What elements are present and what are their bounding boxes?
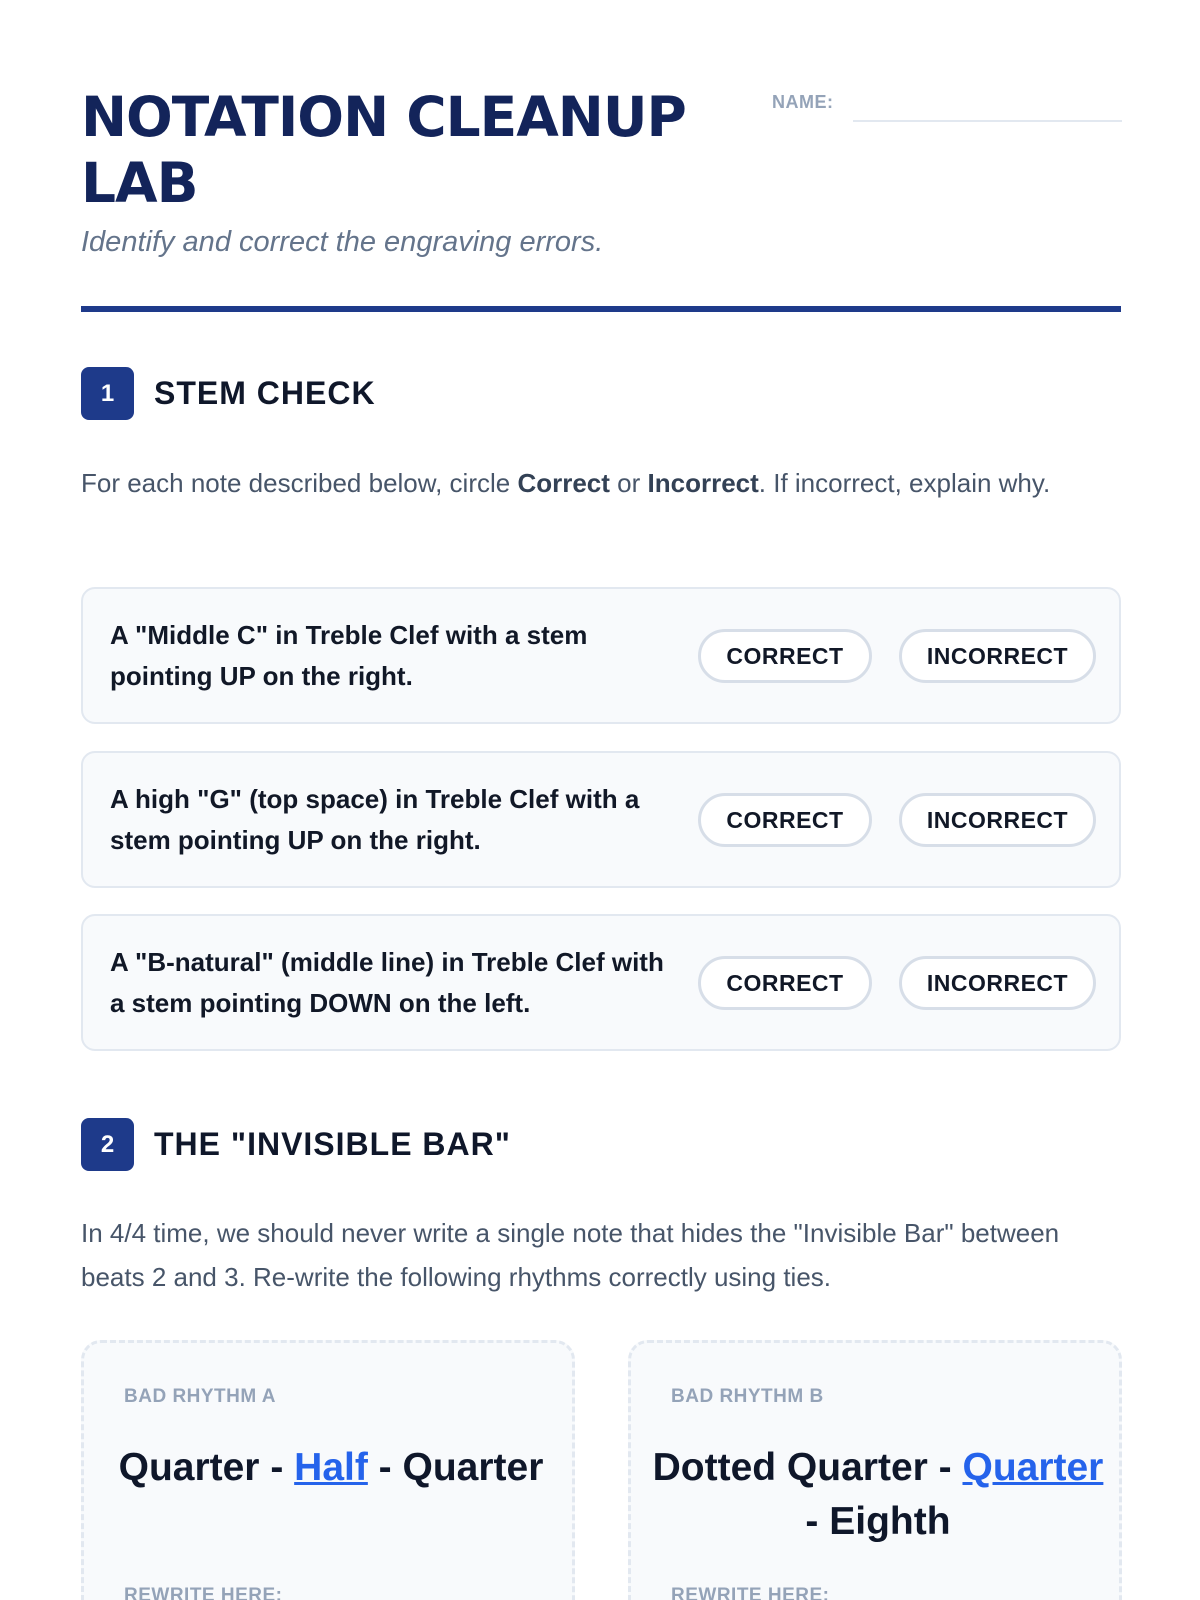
- rhythm-text: [104, 1441, 558, 1495]
- section-1-instructions: [81, 461, 1121, 505]
- instr-incorrect-word: Incorrect: [647, 468, 759, 498]
- question-text: A "Middle C" in Treble Clef with a stem pointing UP on the right.: [110, 620, 588, 691]
- rhythm-part: Dotted Quarter -: [652, 1446, 963, 1489]
- instr-text: or: [609, 468, 648, 498]
- rhythm-part: - Eighth: [805, 1500, 951, 1543]
- incorrect-button[interactable]: INCORRECT: [899, 629, 1096, 683]
- stem-question-1: [81, 587, 1121, 724]
- correct-button[interactable]: CORRECT: [698, 629, 872, 683]
- correct-button[interactable]: CORRECT: [698, 793, 872, 847]
- section-1-badge: 1: [81, 367, 134, 420]
- rewrite-label: REWRITE HERE:: [124, 1585, 283, 1600]
- instr-correct-word: Correct: [517, 468, 610, 498]
- instr-text: For each note described below, circle: [81, 468, 518, 498]
- rhythm-card-label: BAD RHYTHM B: [671, 1386, 824, 1407]
- rewrite-label: REWRITE HERE:: [671, 1585, 830, 1600]
- section-2-badge: 2: [81, 1118, 134, 1171]
- name-label: NAME:: [772, 92, 834, 112]
- rhythm-card-b: [628, 1340, 1122, 1600]
- incorrect-button[interactable]: INCORRECT: [899, 793, 1096, 847]
- stem-question-2: [81, 751, 1121, 888]
- section-1-title: STEM CHECK: [154, 375, 376, 411]
- rhythm-text: [651, 1441, 1105, 1549]
- section-2-title: THE "INVISIBLE BAR": [154, 1126, 511, 1162]
- section-2-instructions: In 4/4 time, we should never write a single note that hides the "Invisible Bar" between beats 2 and 3. Re-write the following rhythms correctly using ties.: [81, 1218, 1060, 1292]
- page-subtitle: Identify and correct the engraving errors.: [81, 226, 604, 258]
- incorrect-button[interactable]: INCORRECT: [899, 956, 1096, 1010]
- page-title: NOTATION CLEANUP LAB: [81, 85, 686, 215]
- header-divider: [81, 306, 1121, 312]
- rhythm-card-a: [81, 1340, 575, 1600]
- rhythm-part: Quarter -: [118, 1446, 295, 1489]
- question-text: A high "G" (top space) in Treble Clef with a stem pointing UP on the right.: [110, 784, 640, 855]
- correct-button[interactable]: CORRECT: [698, 956, 872, 1010]
- rhythm-highlight: Quarter: [962, 1446, 1104, 1489]
- name-field[interactable]: [772, 88, 1122, 122]
- rhythm-part: - Quarter: [367, 1446, 544, 1489]
- name-write-line[interactable]: [853, 120, 1122, 122]
- question-text: A "B-natural" (middle line) in Treble Clef with a stem pointing DOWN on the left.: [110, 947, 664, 1018]
- instr-text: . If incorrect, explain why.: [758, 468, 1051, 498]
- rhythm-card-label: BAD RHYTHM A: [124, 1386, 277, 1407]
- stem-question-3: [81, 914, 1121, 1051]
- rhythm-highlight: Half: [294, 1446, 368, 1489]
